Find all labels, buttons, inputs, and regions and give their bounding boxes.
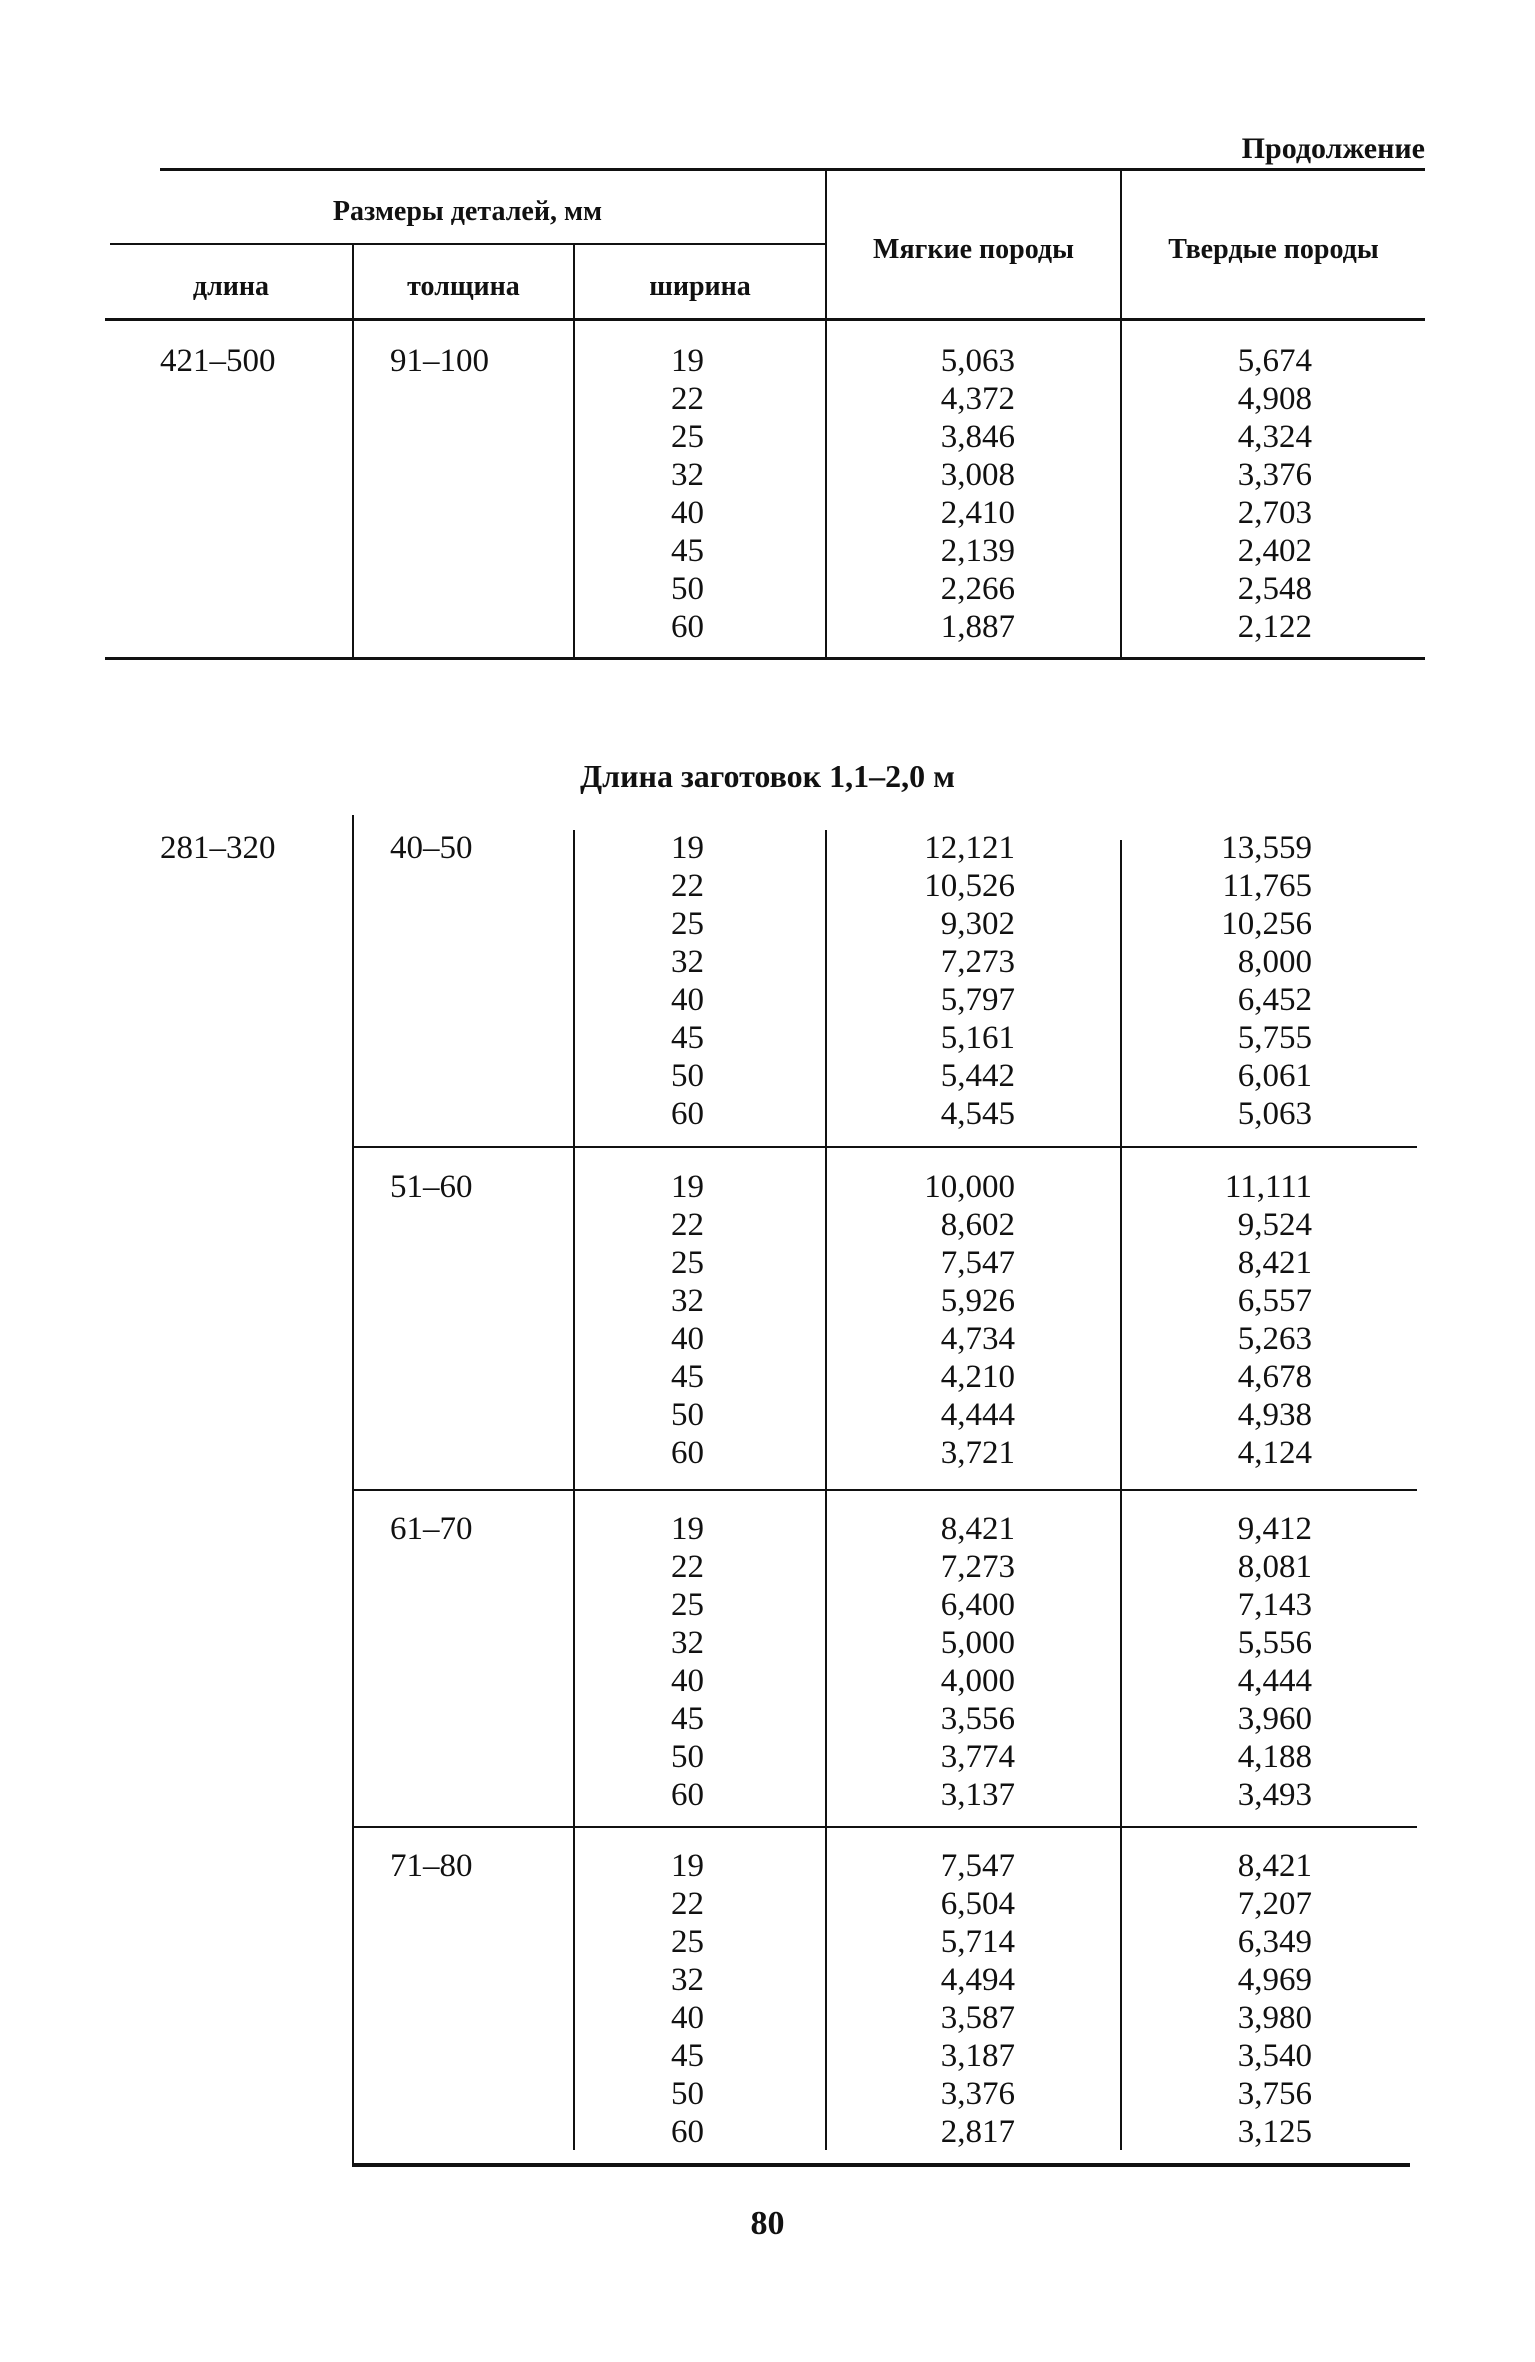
table-cell: 5,063 [1237,1096,1312,1132]
table-cell: 3,493 [1237,1777,1312,1813]
table-cell: 19 [671,1169,704,1205]
table-cell: 9,412 [1237,1511,1312,1547]
table-cell: 5,063 [940,343,1015,379]
table-cell: 4,938 [1237,1397,1312,1433]
header-soft: Мягкие породы [873,234,1074,265]
table-cell: 32 [671,1962,704,1998]
group-widths [650,829,704,1133]
top-widths [650,342,704,646]
table-cell: 60 [671,1435,704,1471]
table-cell: 7,143 [1237,1587,1312,1623]
table-cell: 7,547 [940,1848,1015,1884]
table-cell: 5,556 [1237,1625,1312,1661]
section-bottom-rule [352,2163,1410,2167]
table-cell: 9,524 [1237,1207,1312,1243]
table-cell: 4,324 [1237,419,1312,455]
table-cell: 7,547 [940,1245,1015,1281]
top-divider-soft [825,320,827,660]
table-cell: 45 [671,533,704,569]
group-separator-1 [352,1146,1417,1148]
table-cell: 5,000 [940,1625,1015,1661]
table-cell: 60 [671,1096,704,1132]
table-cell: 32 [671,1625,704,1661]
table-cell: 25 [671,1245,704,1281]
header-bottom-rule [105,318,1425,321]
table-cell: 5,674 [1237,343,1312,379]
table-cell: 3,540 [1237,2038,1312,2074]
table-cell: 4,678 [1237,1359,1312,1395]
table-cell: 3,587 [940,2000,1015,2036]
table-cell: 32 [671,457,704,493]
table-cell: 2,548 [1237,571,1312,607]
table-cell: 3,846 [940,419,1015,455]
table-cell: 3,721 [940,1435,1015,1471]
table-cell: 60 [671,1777,704,1813]
table-cell: 50 [671,1739,704,1775]
table-cell: 22 [671,1886,704,1922]
top-thickness: 91–100 [390,343,489,379]
table-cell: 10,256 [1221,906,1312,942]
table-cell: 2,703 [1237,495,1312,531]
table-cell: 6,061 [1237,1058,1312,1094]
group-hard [1200,1510,1312,1814]
table-cell: 19 [671,343,704,379]
table-cell: 6,349 [1237,1924,1312,1960]
table-cell: 13,559 [1221,830,1312,866]
table-cell: 22 [671,1207,704,1243]
table-cell: 3,960 [1237,1701,1312,1737]
group-thickness: 61–70 [390,1511,473,1547]
top-hard [1200,342,1312,646]
table-cell: 40 [671,495,704,531]
table-cell: 2,402 [1237,533,1312,569]
table-cell: 3,556 [940,1701,1015,1737]
table-cell: 2,410 [940,495,1015,531]
table-cell: 45 [671,1701,704,1737]
group-thickness: 51–60 [390,1169,473,1205]
table-cell: 45 [671,1020,704,1056]
group-soft [900,1847,1015,2151]
header-group-title: Размеры деталей, мм [332,196,603,227]
table-cell: 6,452 [1237,982,1312,1018]
table-cell: 5,714 [940,1924,1015,1960]
top-soft [900,342,1015,646]
table-cell: 9,302 [940,906,1015,942]
table-cell: 7,207 [1237,1886,1312,1922]
group-soft [900,1168,1015,1472]
table-cell: 4,494 [940,1962,1015,1998]
table-cell: 5,161 [940,1020,1015,1056]
table-cell: 60 [671,2114,704,2150]
table-cell: 50 [671,2076,704,2112]
group-thickness: 40–50 [390,830,473,866]
table-cell: 50 [671,1058,704,1094]
header-thickness: толщина [407,271,520,302]
table-cell: 4,210 [940,1359,1015,1395]
table-cell: 5,755 [1237,1020,1312,1056]
section-divider-hard [1120,840,1122,2150]
table-cell: 2,122 [1237,609,1312,645]
header-top-rule [160,168,1425,171]
table-cell: 6,504 [940,1886,1015,1922]
top-divider-hard [1120,320,1122,660]
table-cell: 5,797 [940,982,1015,1018]
table-cell: 45 [671,1359,704,1395]
table-cell: 19 [671,1511,704,1547]
continuation-label: Продолжение [1241,132,1425,165]
group-soft [900,829,1015,1133]
table-cell: 3,187 [940,2038,1015,2074]
group-widths [650,1168,704,1472]
header-sub-rule [110,243,825,245]
group-separator-2 [352,1489,1417,1491]
table-cell: 4,734 [940,1321,1015,1357]
table-cell: 25 [671,419,704,455]
table-cell: 3,376 [940,2076,1015,2112]
table-cell: 50 [671,571,704,607]
table-cell: 6,400 [940,1587,1015,1623]
table-cell: 3,008 [940,457,1015,493]
table-cell: 8,081 [1237,1549,1312,1585]
table-cell: 3,137 [940,1777,1015,1813]
group-widths [650,1510,704,1814]
group-soft [900,1510,1015,1814]
table-cell: 60 [671,609,704,645]
header-hard: Твердые породы [1168,234,1379,265]
table-cell: 32 [671,944,704,980]
table-cell: 40 [671,1321,704,1357]
table-cell: 2,139 [940,533,1015,569]
table-cell: 1,887 [940,609,1015,645]
header-length: длина [192,271,270,302]
group-hard [1200,829,1312,1133]
table-cell: 25 [671,906,704,942]
table-cell: 40 [671,982,704,1018]
header-width: ширина [649,271,751,302]
group-widths [650,1847,704,2151]
table-cell: 11,765 [1222,868,1312,904]
group-hard [1200,1847,1312,2151]
table-cell: 8,602 [940,1207,1015,1243]
table-cell: 22 [671,381,704,417]
page-number: 80 [750,2205,785,2242]
table-cell: 4,000 [940,1663,1015,1699]
section-length: 281–320 [160,830,276,866]
table-cell: 4,545 [940,1096,1015,1132]
table-cell: 6,557 [1237,1283,1312,1319]
table-cell: 40 [671,2000,704,2036]
table-cell: 32 [671,1283,704,1319]
table-cell: 5,926 [940,1283,1015,1319]
group-separator-3 [352,1826,1417,1828]
table-cell: 2,817 [940,2114,1015,2150]
table-cell: 3,774 [940,1739,1015,1775]
table-cell: 3,125 [1237,2114,1312,2150]
table-cell: 45 [671,2038,704,2074]
top-length: 421–500 [160,343,276,379]
group-hard [1200,1168,1312,1472]
table-cell: 12,121 [924,830,1015,866]
table-cell: 50 [671,1397,704,1433]
table-cell: 8,000 [1237,944,1312,980]
table-cell: 3,376 [1237,457,1312,493]
table-cell: 10,000 [924,1169,1015,1205]
table-cell: 8,421 [1237,1245,1312,1281]
table-cell: 3,756 [1237,2076,1312,2112]
table-cell: 2,266 [940,571,1015,607]
table-cell: 19 [671,1848,704,1884]
table-cell: 3,980 [1237,2000,1312,2036]
table-cell: 25 [671,1924,704,1960]
table-cell: 8,421 [1237,1848,1312,1884]
group-thickness: 71–80 [390,1848,473,1884]
table-cell: 10,526 [924,868,1015,904]
table-cell: 4,444 [940,1397,1015,1433]
table-cell: 4,969 [1237,1962,1312,1998]
table-cell: 4,444 [1237,1663,1312,1699]
table-cell: 11,111 [1224,1169,1312,1205]
top-bottom-rule [105,657,1425,660]
table-cell: 22 [671,868,704,904]
table-cell: 4,908 [1237,381,1312,417]
table-cell: 7,273 [940,1549,1015,1585]
table-cell: 22 [671,1549,704,1585]
table-cell: 4,372 [940,381,1015,417]
top-divider-width [573,320,575,660]
table-cell: 5,442 [940,1058,1015,1094]
section-title: Длина заготовок 1,1–2,0 м [580,758,955,794]
table-cell: 4,124 [1237,1435,1312,1471]
table-cell: 25 [671,1587,704,1623]
table-cell: 4,188 [1237,1739,1312,1775]
top-divider-thickness [352,320,354,660]
table-cell: 8,421 [940,1511,1015,1547]
table-cell: 19 [671,830,704,866]
table-cell: 5,263 [1237,1321,1312,1357]
table-cell: 40 [671,1663,704,1699]
table-cell: 7,273 [940,944,1015,980]
